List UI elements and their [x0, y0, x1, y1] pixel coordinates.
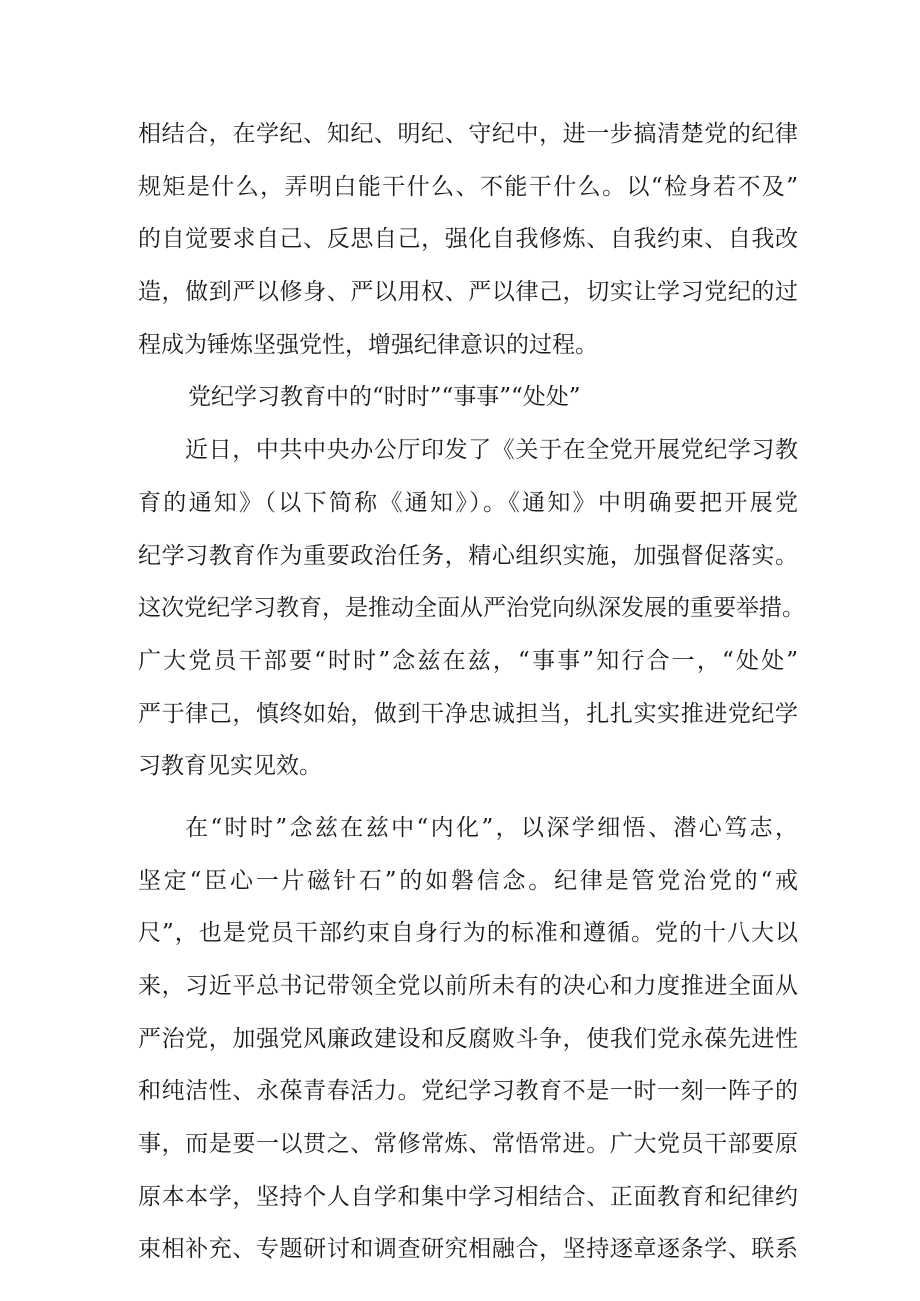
paragraph-line: 严治党，加强党风廉政建设和反腐败斗争，使我们党永葆先进性 — [138, 1025, 798, 1052]
paragraph-line: 育的通知》（以下简称《通知》）。《通知》中明确要把开展党 — [138, 489, 798, 516]
paragraph-line: 习教育见实见效。 — [138, 753, 322, 780]
paragraph-line: 相结合，在学纪、知纪、明纪、守纪中，进一步搞清楚党的纪律 — [138, 121, 798, 147]
paragraph-line: 这次党纪学习教育，是推动全面从严治党向纵深发展的重要举措。 — [138, 595, 805, 622]
body-text — [138, 108, 805, 1276]
paragraph-line: 造，做到严以修身、严以用权、严以律己，切实让学习党纪的过 — [138, 279, 798, 306]
section-heading: 党纪学习教育中的“时时”“事事”“处处” — [188, 384, 581, 411]
paragraph-line: 尺”，也是党员干部约束自身行为的标准和遵循。党的十八大以 — [138, 920, 798, 947]
paragraph-line: 束相补充、专题研讨和调查研究相融合，坚持逐章逐条学、联系 — [138, 1236, 798, 1263]
paragraph-line: 严于律己，慎终如始，做到干净忠诚担当，扎扎实实推进党纪学 — [138, 700, 798, 727]
paragraph-line: 在“时时”念兹在兹中“内化”，以深学细悟、潜心笃志， — [185, 814, 798, 841]
paragraph-line: 规矩是什么，弄明白能干什么、不能干什么。以“检身若不及” — [138, 173, 798, 200]
paragraph-line: 事，而是要一以贯之、常修常炼、常悟常进。广大党员干部要原 — [138, 1131, 798, 1158]
paragraph-line: 近日，中共中央办公厅印发了《关于在全党开展党纪学习教 — [185, 437, 798, 464]
paragraph-line: 纪学习教育作为重要政治任务，精心组织实施，加强督促落实。 — [138, 542, 798, 569]
paragraph-line: 坚定“臣心一片磁针石”的如磐信念。纪律是管党治党的“戒 — [138, 867, 798, 894]
paragraph-line: 来，习近平总书记带领全党以前所未有的决心和力度推进全面从 — [138, 973, 798, 999]
paragraph-line: 广大党员干部要“时时”念兹在兹，“事事”知行合一，“处处” — [138, 647, 798, 674]
paragraph-line: 原本本学，坚持个人自学和集中学习相结合、正面教育和纪律约 — [138, 1183, 798, 1210]
paragraph-line: 的自觉要求自己、反思自己，强化自我修炼、自我约束、自我改 — [138, 226, 798, 253]
paragraph-line: 和纯洁性、永葆青春活力。党纪学习教育不是一时一刻一阵子的 — [138, 1078, 798, 1105]
paragraph-line: 程成为锤炼坚强党性，增强纪律意识的过程。 — [138, 331, 598, 358]
